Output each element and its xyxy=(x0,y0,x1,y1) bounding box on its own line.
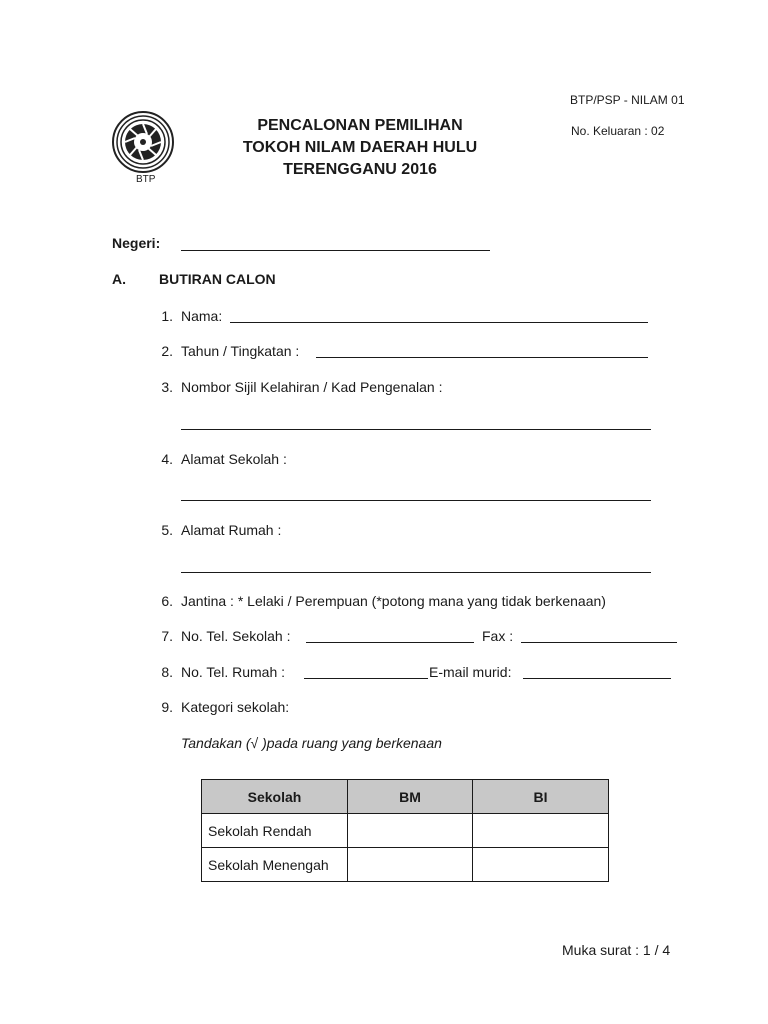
kategori-sekolah-label: Kategori sekolah: xyxy=(181,699,290,715)
section-a-letter: A. xyxy=(112,271,126,287)
column-header-bi: BI xyxy=(473,780,609,814)
tel-sekolah-field[interactable] xyxy=(306,642,474,643)
negeri-field[interactable] xyxy=(181,250,490,251)
tahun-tingkatan-field[interactable] xyxy=(316,357,648,358)
row-label-sekolah-rendah: Sekolah Rendah xyxy=(202,814,348,848)
page-number: Muka surat : 1 / 4 xyxy=(562,942,671,958)
column-header-bm: BM xyxy=(348,780,473,814)
item-number: 9. xyxy=(161,699,173,715)
item-number: 3. xyxy=(161,379,173,395)
instruction-text: Tandakan (√ )pada ruang yang berkenaan xyxy=(181,735,442,751)
item-number: 2. xyxy=(161,343,173,359)
checkbox-cell-menengah-bm[interactable] xyxy=(348,848,473,882)
checkbox-cell-menengah-bi[interactable] xyxy=(473,848,609,882)
alamat-rumah-field[interactable] xyxy=(181,572,651,573)
item-number: 1. xyxy=(161,308,173,324)
table-row xyxy=(202,814,609,848)
school-category-table xyxy=(201,779,609,882)
issue-number: No. Keluaran : 02 xyxy=(571,124,665,138)
alamat-sekolah-label: Alamat Sekolah : xyxy=(181,451,287,467)
item-number: 7. xyxy=(161,628,173,644)
item-number: 4. xyxy=(161,451,173,467)
item-number: 8. xyxy=(161,664,173,680)
title-line-3: TERENGGANU 2016 xyxy=(283,161,437,178)
jantina-label[interactable]: Jantina : * Lelaki / Perempuan (*potong mana yang tidak berkenaan) xyxy=(181,593,606,609)
tel-rumah-field[interactable] xyxy=(304,678,428,679)
alamat-rumah-label: Alamat Rumah : xyxy=(181,522,282,538)
title-line-1: PENCALONAN PEMILIHAN xyxy=(257,117,463,134)
tel-rumah-label: No. Tel. Rumah : xyxy=(181,664,286,680)
tahun-tingkatan-label: Tahun / Tingkatan : xyxy=(181,343,300,359)
email-murid-field[interactable] xyxy=(523,678,671,679)
checkbox-cell-rendah-bm[interactable] xyxy=(348,814,473,848)
nama-label: Nama: xyxy=(181,308,223,324)
column-header-sekolah: Sekolah xyxy=(202,780,348,814)
btp-logo-icon xyxy=(111,110,175,174)
nombor-sijil-label: Nombor Sijil Kelahiran / Kad Pengenalan : xyxy=(181,379,443,395)
document-code: BTP/PSP - NILAM 01 xyxy=(570,93,685,107)
item-number: 5. xyxy=(161,522,173,538)
alamat-sekolah-field[interactable] xyxy=(181,500,651,501)
table-row xyxy=(202,848,609,882)
row-label-sekolah-menengah: Sekolah Menengah xyxy=(202,848,348,882)
title-line-2: TOKOH NILAM DAERAH HULU xyxy=(242,139,478,156)
page-title xyxy=(210,115,510,181)
item-number: 6. xyxy=(161,593,173,609)
negeri-label: Negeri: xyxy=(112,235,161,251)
fax-field[interactable] xyxy=(521,642,677,643)
logo-label: BTP xyxy=(136,174,156,185)
email-murid-label: E-mail murid: xyxy=(429,664,512,680)
checkbox-cell-rendah-bi[interactable] xyxy=(473,814,609,848)
tel-sekolah-label: No. Tel. Sekolah : xyxy=(181,628,291,644)
section-a-title: BUTIRAN CALON xyxy=(159,271,276,287)
table-header-row xyxy=(202,780,609,814)
nombor-sijil-field[interactable] xyxy=(181,429,651,430)
nama-field[interactable] xyxy=(230,322,648,323)
fax-label: Fax : xyxy=(482,628,514,644)
